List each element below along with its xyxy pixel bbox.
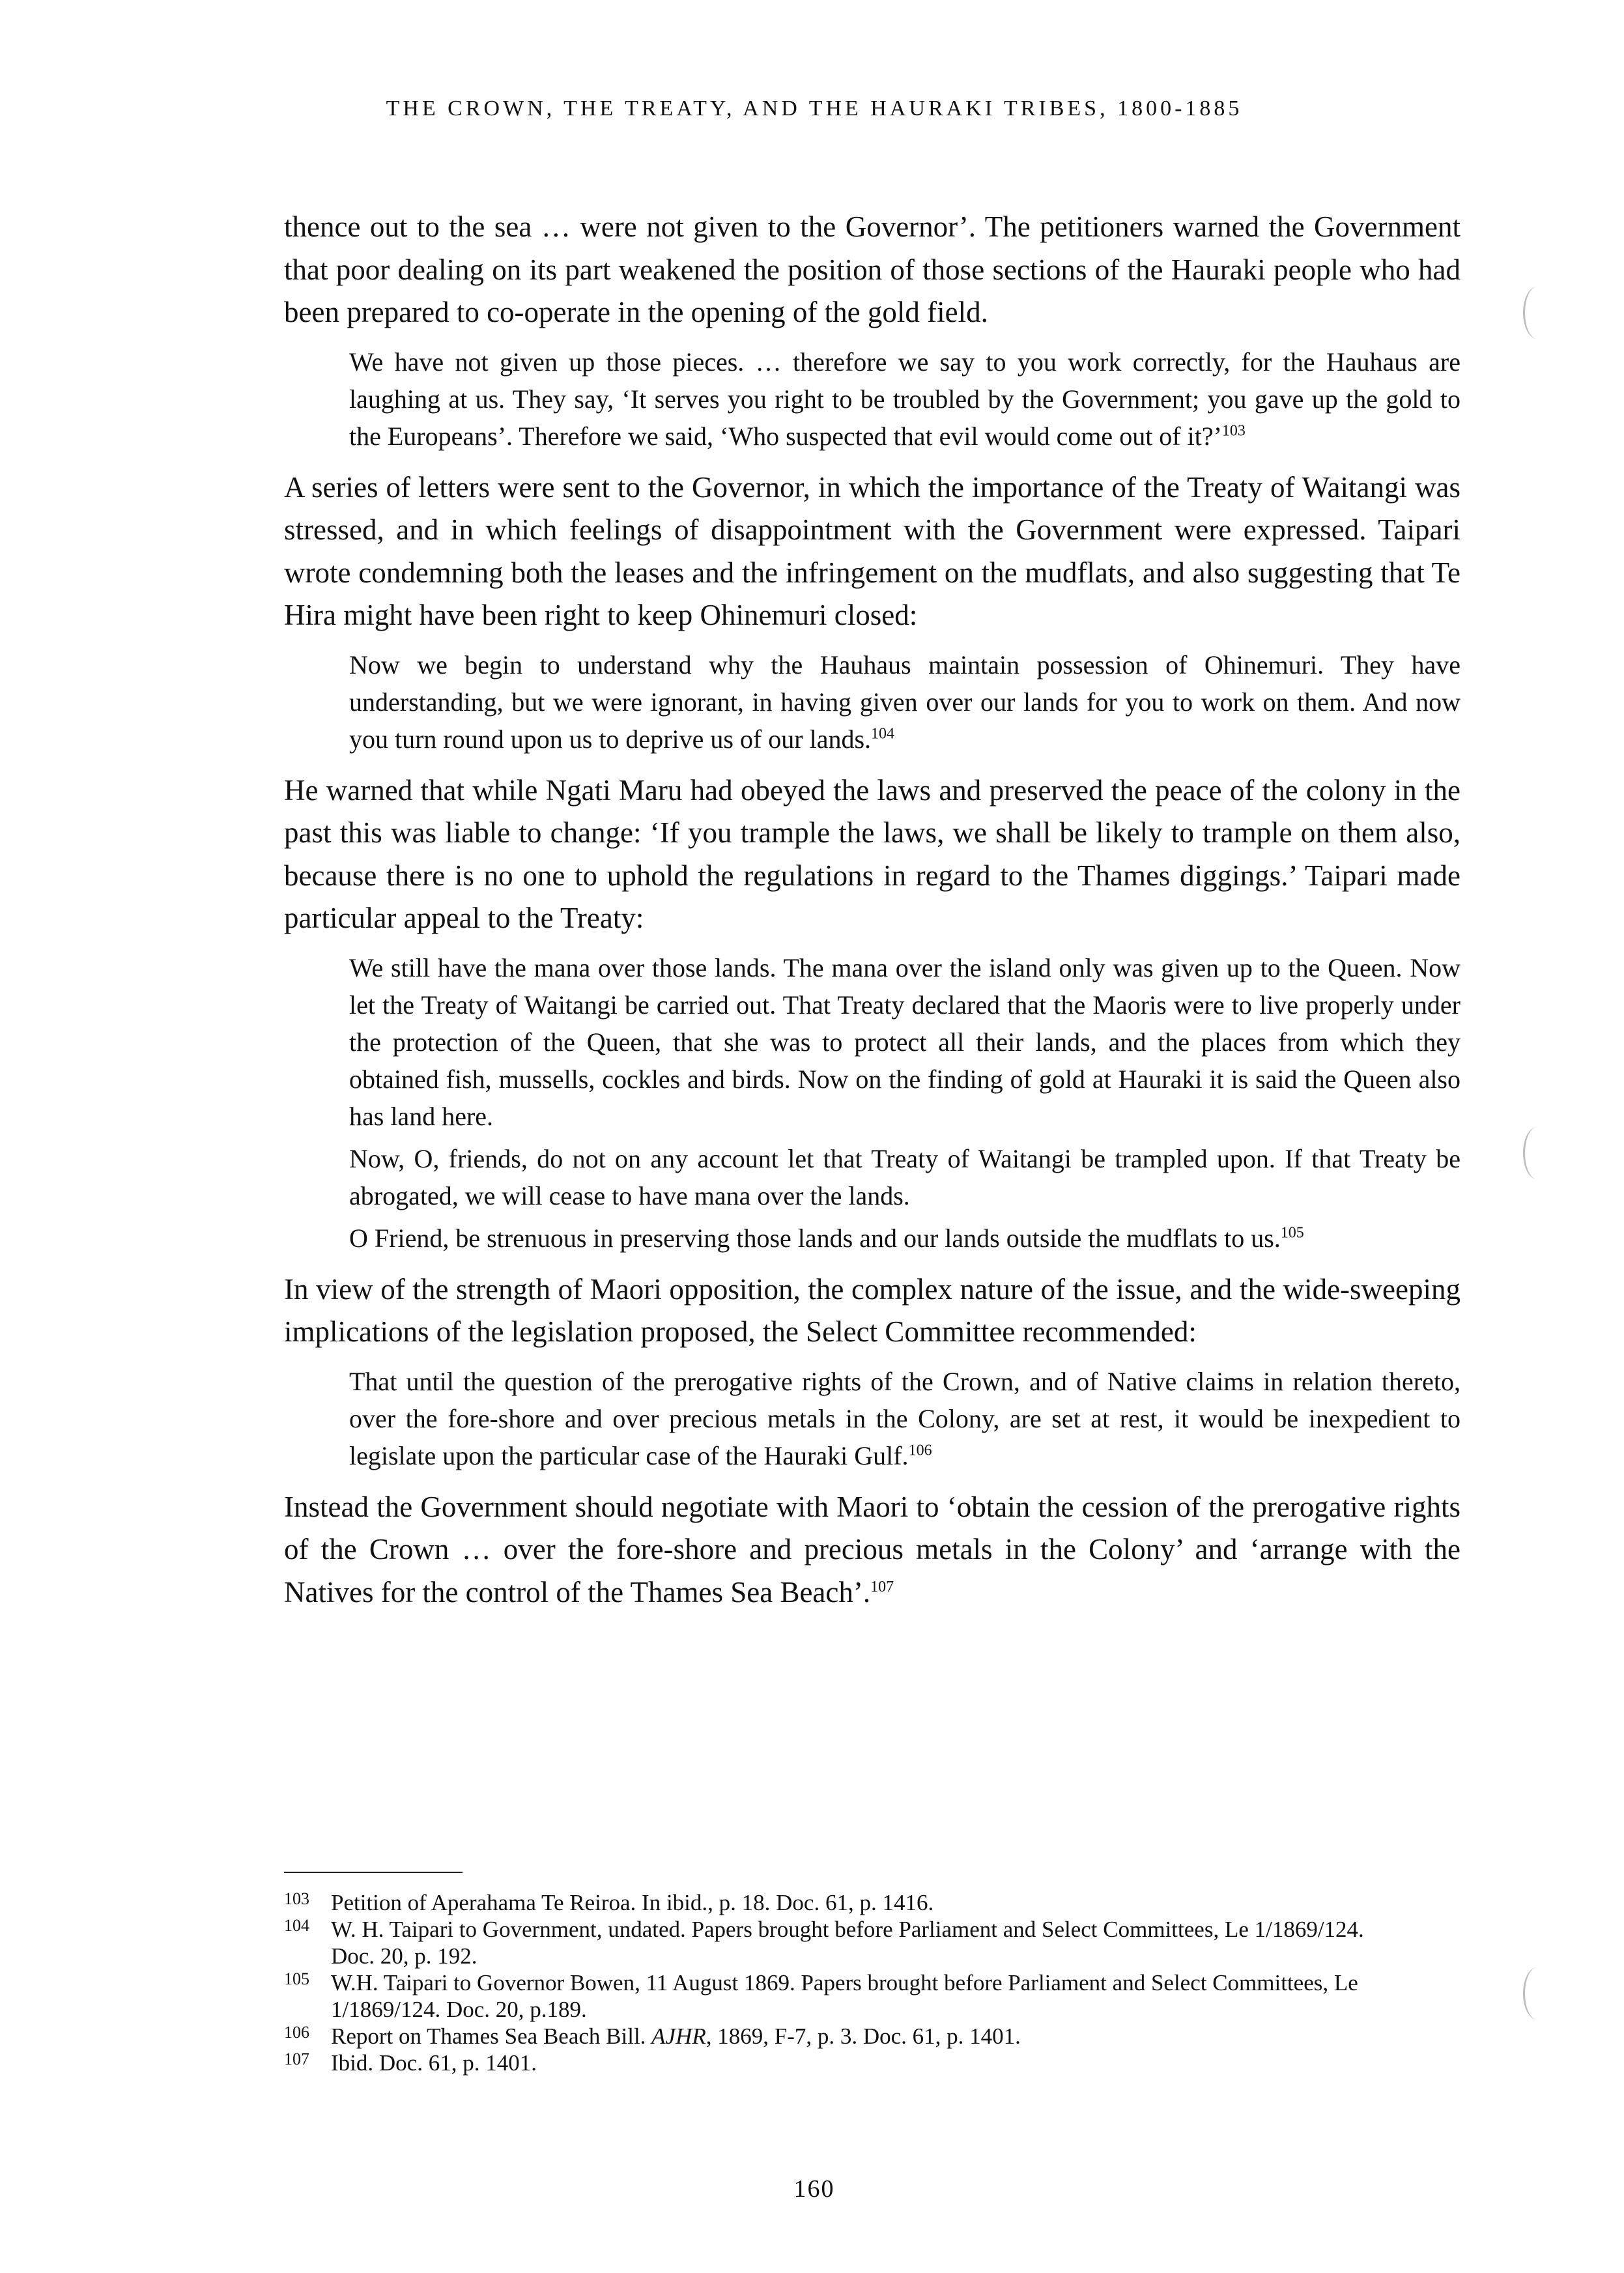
block-quote-4 <box>349 1363 1460 1474</box>
footnote-text: Ibid. Doc. 61, p. 1401. <box>331 2050 537 2076</box>
footnote-number: 107 <box>284 2050 309 2068</box>
paragraph-4: In view of the strength of Maori opposition, the complex nature of the issue, and the wide-sweeping implications of the legislation proposed, the Select Committee recommended: <box>284 1272 1460 1348</box>
block-quote-3 <box>349 949 1460 1257</box>
margin-scan-mark <box>1523 287 1551 339</box>
paragraph-2: A series of letters were sent to the Governor, in which the importance of the Treaty of Waitangi was stressed, and in which feelings of disappointment with the Government were expressed. Taipari wrote condemning both the leases and the infringement on the mudflats, and also suggesting that Te Hira might have been right to keep Ohinemuri closed: <box>284 470 1460 631</box>
quote-3a-text: We still have the mana over those lands. The mana over the island only was given up to the Queen. Now let the Treaty of Waitangi be carried out. That Treaty declared that the Maoris were to live properly under the protection of the Queen, that she was to protect all their lands, and the places from which they obtained fish, mussells, cockles and birds. Now on the finding of gold at Hauraki it is said the Queen also has land here. <box>349 952 1460 1131</box>
footnote-text: Petition of Aperahama Te Reiroa. In ibid., p. 18. Doc. 61, p. 1416. <box>331 1890 934 1915</box>
footnote-103 <box>284 1889 1404 1916</box>
footnote-text-journal: AJHR <box>651 2023 706 2049</box>
quote-4-text: That until the question of the prerogative rights of the Crown, and of Native claims in relation thereto, over the fore-shore and over precious metals in the Colony, are set at rest, it would be inexpedient to legislate upon the particular case of the Hauraki Gulf. <box>349 1366 1460 1470</box>
footnote-number: 103 <box>284 1889 309 1908</box>
footnotes <box>284 1889 1404 2076</box>
quote-1-text: We have not given up those pieces. … therefore we say to you work correctly, for the Hauhaus are laughing at us. They say, ‘It serves you right to be troubled by the Government; you gave up the gold to the Europeans’. Therefore we said, ‘Who suspected that evil would come out of it?’ <box>349 347 1460 451</box>
running-head: THE CROWN, THE TREATY, AND THE HAURAKI TRIBES, 1800-1885 <box>386 96 1243 121</box>
paragraph-1: thence out to the sea … were not given to the Governor’. The petitioners warned the Government that poor dealing on its part weakened the position of those sections of the Hauraki people who had been prepared to co-operate in the opening of the gold field. <box>284 210 1460 328</box>
quote-2-text: Now we begin to understand why the Hauhaus maintain possession of Ohinemuri. They have understanding, but we were ignorant, in having given over our lands for you to work on them. And now you turn round upon us to deprive us of our lands. <box>349 650 1460 754</box>
page-number: 160 <box>793 2175 835 2203</box>
footnote-text: W.H. Taipari to Governor Bowen, 11 August 1869. Papers brought before Parliament and Select Committees, Le 1/1869/124. Doc. 20, p.189. <box>331 1970 1358 2022</box>
footnote-number: 104 <box>284 1916 309 1935</box>
footnote-divider <box>284 1872 463 1873</box>
footnote-text: W. H. Taipari to Government, undated. Papers brought before Parliament and Select Committees, Le 1/1869/124. Doc. 20, p. 192. <box>331 1917 1364 1969</box>
footnote-ref-103: 103 <box>1221 422 1246 440</box>
footnote-106 <box>284 2023 1404 2050</box>
margin-scan-mark <box>1523 1967 1551 2020</box>
footnote-ref-104: 104 <box>871 725 895 743</box>
quote-3b-text: Now, O, friends, do not on any account let that Treaty of Waitangi be trampled upon. If that Treaty be abrogated, we will cease to have mana over the lands. <box>349 1143 1460 1210</box>
margin-scan-mark <box>1523 1127 1551 1179</box>
footnote-text-pre: Report on Thames Sea Beach Bill. <box>331 2023 652 2049</box>
main-text <box>284 206 1460 1614</box>
footnote-107 <box>284 2050 1404 2076</box>
footnote-ref-106: 106 <box>908 1442 932 1459</box>
footnote-ref-105: 105 <box>1280 1224 1304 1242</box>
paragraph-3: He warned that while Ngati Maru had obeyed the laws and preserved the peace of the colony in the past this was liable to change: ‘If you trample the laws, we shall be likely to trample on them also, because there is no one to uphold the regulations in regard to the Thames diggings.’ Taipari made particular appeal to the Treaty: <box>284 773 1460 934</box>
quote-3c-text: O Friend, be strenuous in preserving those lands and our lands outside the mudflats to us. <box>349 1223 1281 1253</box>
footnote-105 <box>284 1969 1404 2023</box>
footnote-number: 105 <box>284 1969 309 1988</box>
footnote-104 <box>284 1916 1404 1969</box>
block-quote-2 <box>349 646 1460 758</box>
footnote-text-post: , 1869, F-7, p. 3. Doc. 61, p. 1401. <box>705 2023 1021 2049</box>
footnote-number: 106 <box>284 2023 309 2042</box>
paragraph-5: Instead the Government should negotiate with Maori to ‘obtain the cession of the prerogative rights of the Crown … over the fore-shore and precious metals in the Colony’ and ‘arrange with the Natives for the control of the Thames Sea Beach’. <box>284 1490 1460 1608</box>
block-quote-1 <box>349 343 1460 455</box>
footnote-ref-107: 107 <box>870 1578 894 1595</box>
